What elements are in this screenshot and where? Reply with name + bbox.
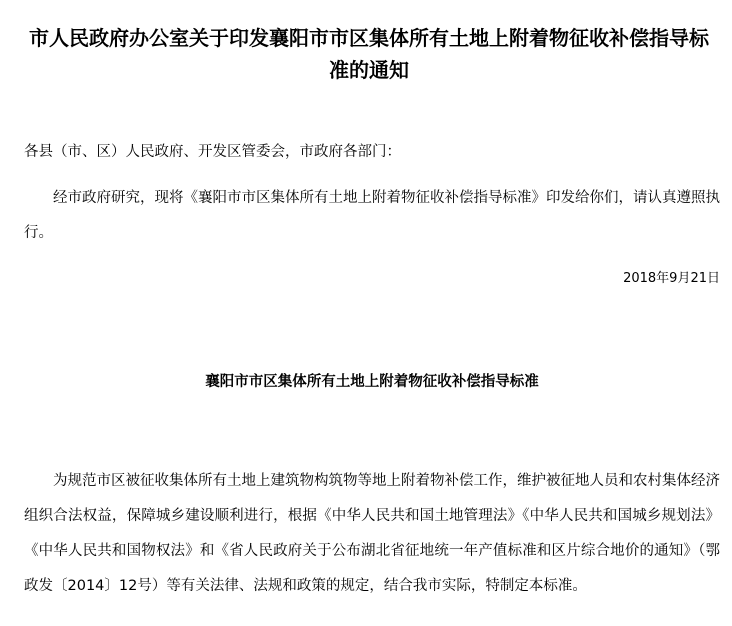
standard-body-paragraph: 为规范市区被征收集体所有土地上建筑物构筑物等地上附着物补偿工作，维护被征地人员和农村集体经济组织合法权益，保障城乡建设顺利进行，根据《中华人民共和国土地管理法》《中华人民共和国城乡规划法》《中华人民共和国物权法》和《省人民政府关于公布湖北省征地统一年产值标准和区片综合地价的通知》（鄂政发〔2014〕12号）等有关法律、法规和政策的规定，结合我市实际，特制定本标准。 [24,473,720,594]
standard-title: 襄阳市市区集体所有土地上附着物征收补偿指导标准 [205,374,539,390]
salutation: 各县（市、区）人民政府、开发区管委会，市政府各部门： [24,144,401,160]
notice-body-paragraph: 经市政府研究，现将《襄阳市市区集体所有土地上附着物征收补偿指导标准》印发给你们，请认真遵照执行。 [24,190,720,241]
document-title: 市人民政府办公室关于印发襄阳市市区集体所有土地上附着物征收补偿指导标准的通知 [29,26,709,82]
issue-date: 2018年9月21日 [623,271,720,286]
